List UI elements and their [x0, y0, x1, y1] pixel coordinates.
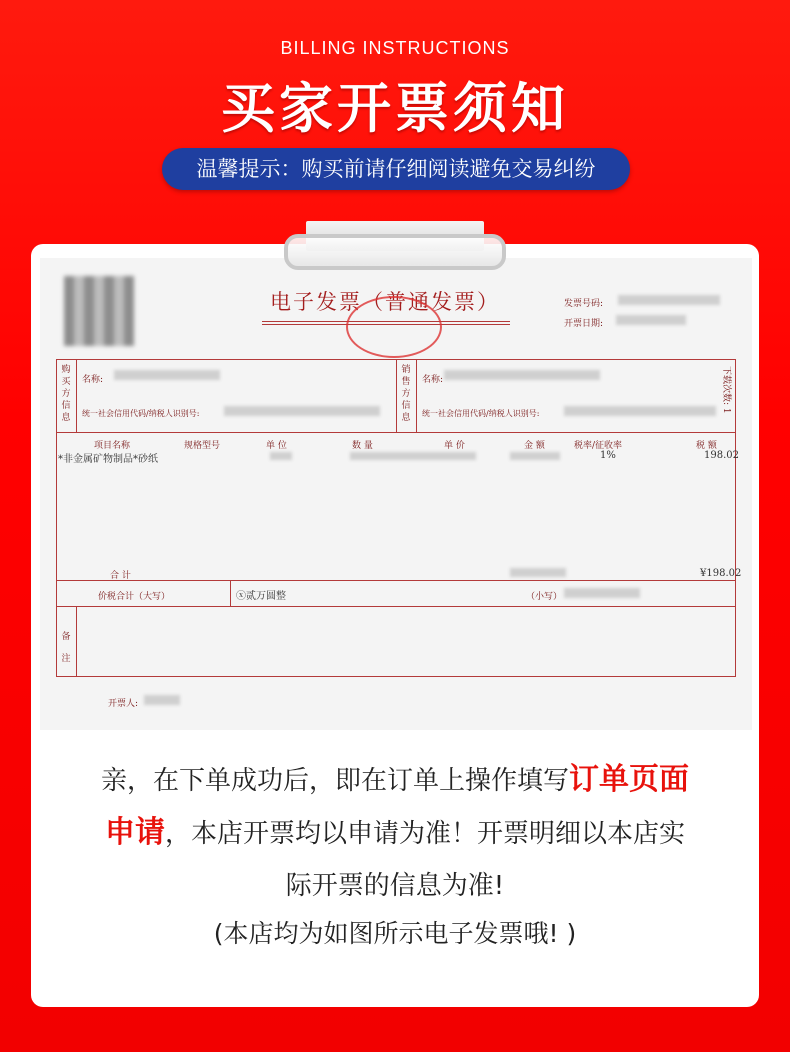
issue-date-label: 开票日期: [564, 319, 604, 329]
total-upper-label: 价税合计（大写） [98, 592, 171, 602]
total-upper: ⓧ贰万圆整 [236, 591, 286, 602]
col-unit: 单 位 [266, 441, 287, 451]
col-tax-amount: 税 额 [696, 441, 717, 451]
item-name: *非金属矿物制品*砂纸 [58, 454, 158, 465]
col-tax-rate: 税率/征收率 [574, 441, 623, 451]
instructions-line2: ，本店开票均以申请为准！开票明细以本店实 [164, 819, 685, 849]
instructions-highlight-order-page: 订单页面 [569, 762, 689, 797]
invoice-number-label: 发票号码: [564, 299, 604, 309]
subtotal-label: 合 计 [110, 571, 131, 581]
total-small-label: （小写） [526, 592, 563, 602]
col-item-name: 项目名称 [94, 441, 131, 451]
eyebrow-heading: BILLING INSTRUCTIONS [280, 38, 510, 58]
instructions-text [31, 754, 759, 912]
item-tax-amount: 198.02 [704, 450, 739, 461]
subtotal-tax: ¥198.02 [700, 568, 742, 579]
buyer-tax-id-label: 统一社会信用代码/纳税人识别号: [82, 409, 200, 418]
invoice-title: 电子发票（普通发票） [270, 290, 500, 314]
instructions-line1: 亲，在下单成功后，即在订单上操作填写 [100, 766, 569, 796]
instructions-line3: 际开票的信息为准! [285, 871, 505, 901]
invoice-image [40, 258, 752, 730]
download-count: 下载次数: 1 [721, 366, 731, 414]
tax-seal-stamp [346, 296, 442, 358]
col-unit-price: 单 价 [444, 441, 465, 451]
col-amount: 金 额 [524, 441, 545, 451]
tip-banner: 温馨提示：购买前请仔细阅读避免交易纠纷 [162, 148, 630, 190]
col-spec: 规格型号 [184, 441, 221, 451]
seller-name-label: 名称: [422, 375, 444, 385]
issuer-label: 开票人: [108, 699, 139, 709]
buyer-name-label: 名称: [82, 375, 104, 385]
col-quantity: 数 量 [352, 441, 373, 451]
remarks-label: 备注 [61, 632, 71, 664]
seller-info-label: 销售方信息 [401, 365, 411, 423]
item-tax-rate: 1% [600, 450, 616, 461]
buyer-info-label: 购买方信息 [61, 365, 71, 423]
qr-code [64, 276, 134, 346]
page-title: 买家开票须知 [221, 77, 569, 140]
footnote: (本店均为如图所示电子发票哦! ) [213, 919, 577, 948]
seller-tax-id-label: 统一社会信用代码/纳税人识别号: [422, 409, 540, 418]
instructions-highlight-apply: 申请 [104, 815, 165, 850]
clipboard-ring [284, 234, 506, 270]
